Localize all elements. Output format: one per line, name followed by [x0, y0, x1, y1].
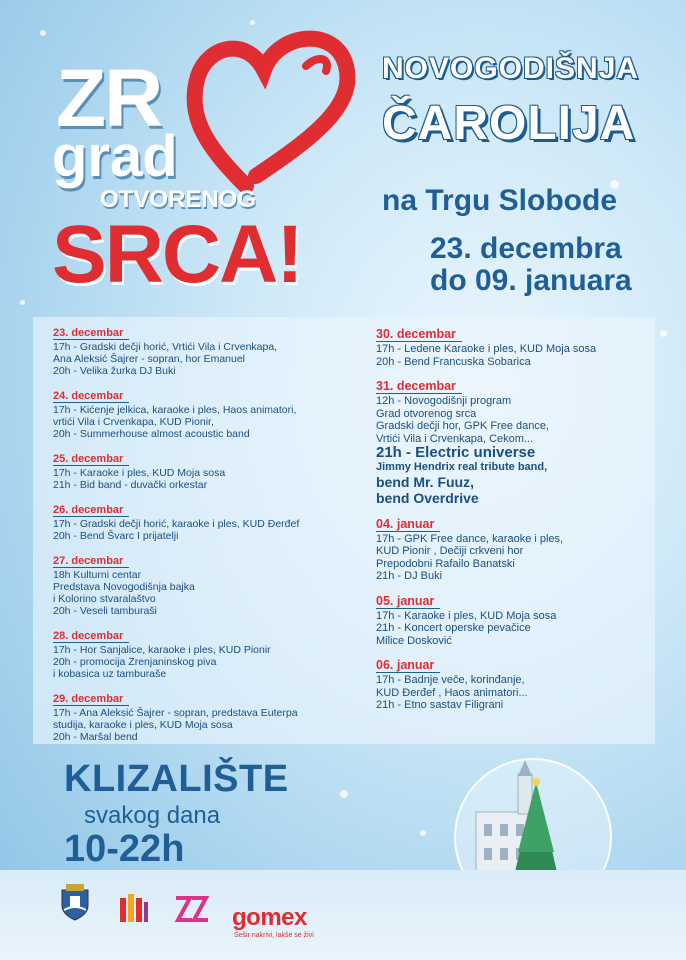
- program-day: [376, 592, 656, 648]
- program-line: Vrtići Vila i Crvenkapa, Cekom...: [376, 432, 534, 445]
- program-line: KUD Đerđef , Haos animatori...: [376, 686, 528, 699]
- logo-otvorenog: OTVORENOG: [100, 186, 257, 213]
- program-column-right: [376, 325, 656, 721]
- title-line1: NOVOGODIŠNJA: [382, 52, 640, 85]
- program-line: 20h - Velika žurka DJ Buki: [53, 365, 176, 377]
- rink-title: KLIZALIŠTE: [64, 758, 289, 800]
- program-day: [53, 386, 363, 440]
- program-line: Jimmy Hendrix real tribute band,: [376, 461, 548, 473]
- rink-hours: 10-22h: [64, 828, 185, 870]
- sparkle: [20, 300, 25, 305]
- day-heading: 23. decembar: [53, 327, 129, 340]
- program-day: [376, 325, 656, 368]
- logo-srca: SRCA!: [52, 209, 302, 300]
- program-line: 21h - DJ Buki: [376, 570, 443, 582]
- program-line: 17h - Ledene Karaoke i ples, KUD Moja sosa: [376, 343, 597, 355]
- program-day: [53, 500, 363, 542]
- program-line: 20h - Bend Švarc I prijatelji: [53, 530, 179, 542]
- sponsor-logo-stripes-icon: [118, 892, 150, 924]
- program-line: 17h - GPK Free dance, karaoke i ples,: [376, 532, 564, 545]
- program-line: 20h - Bend Francuska Sobarica: [376, 355, 531, 368]
- program-line: 20h - Veseli tamburaši: [53, 605, 157, 617]
- day-heading: 28. decembar: [53, 630, 129, 643]
- program-day: [376, 515, 656, 583]
- program-line: 17h - Karaoke i ples, KUD Moja sosa: [376, 609, 557, 622]
- rink-subtitle: svakog dana: [84, 802, 221, 829]
- logo-grad: grad: [52, 124, 178, 189]
- program-line: 17h - Gradski dečji horić, Vrtići Vila i Crvenkapa,: [53, 341, 278, 353]
- program-line: 17h - Hor Sanjalice, karaoke i ples, KUD Pionir: [53, 644, 271, 656]
- heart-logo-icon: [186, 26, 366, 196]
- program-day: [376, 656, 656, 712]
- program-line: 20h - Maršal bend: [53, 731, 138, 743]
- program-day: [53, 323, 363, 377]
- program-line: 21h - Etno sastav Filigrani: [376, 699, 504, 711]
- day-heading: 29. decembar: [53, 693, 129, 706]
- sponsor-bar: [0, 870, 686, 960]
- program-line: Ana Aleksić Šajrer - sopran, hor Emanuel: [53, 353, 246, 365]
- program-line: Prepodobni Rafailo Banatski: [376, 557, 515, 570]
- program-line: 17h - Badnje veče, korinđanje,: [376, 674, 525, 686]
- program-line: i Kolorino stvaralaštvo: [53, 593, 156, 605]
- program-line: 21h - Bid band - duvački orkestar: [53, 479, 208, 491]
- logo-zr: ZR: [56, 53, 162, 144]
- sparkle: [340, 790, 348, 798]
- day-heading: 25. decembar: [53, 453, 129, 466]
- day-heading: 31. decembar: [376, 379, 462, 394]
- program-line: 21h - Koncert operske pevačice: [376, 622, 531, 634]
- sponsor-logo-zz-icon: [174, 894, 210, 924]
- program-line: 17h - Kićenje jelkica, karaoke i ples, Haos animatori,: [53, 404, 297, 416]
- day-heading: 06. januar: [376, 658, 440, 673]
- sparkle: [40, 30, 46, 36]
- sparkle: [420, 830, 426, 836]
- day-heading: 30. decembar: [376, 327, 462, 342]
- headline-act: 21h - Electric universe: [376, 444, 536, 461]
- program-line: 20h - Summerhouse almost acoustic band: [53, 428, 250, 440]
- sparkle: [660, 330, 667, 337]
- city-coat-of-arms-icon: [60, 884, 90, 922]
- program-line: studija, karaoke i ples, KUD Moja sosa: [53, 719, 233, 731]
- program-line: 17h - Ana Aleksić Šajrer - sopran, predstava Euterpa: [53, 707, 298, 719]
- program-line: vrtići Vila i Crvenkapa, KUD Pionir,: [53, 416, 214, 428]
- day-heading: 04. januar: [376, 517, 440, 532]
- program-day: [53, 626, 363, 680]
- event-dates-start: 23. decembra: [430, 232, 622, 265]
- program-column-left: [53, 323, 363, 752]
- program-line: 17h - Gradski dečji horić, karaoke i ples, KUD Đerđef: [53, 518, 300, 530]
- program-day: [53, 551, 363, 617]
- program-line: 20h - promocija Zrenjaninskog piva: [53, 656, 217, 668]
- program-day: [53, 689, 363, 743]
- day-heading: 26. decembar: [53, 504, 129, 517]
- program-day: [376, 377, 656, 506]
- program-line: i kobasica uz tamburaše: [53, 668, 167, 680]
- event-dates-end: do 09. januara: [430, 264, 632, 297]
- program-line: 17h - Karaoke i ples, KUD Moja sosa: [53, 467, 226, 479]
- program-line: Predstava Novogodišnja bajka: [53, 581, 195, 593]
- program-line: 12h - Novogodišnji program: [376, 395, 512, 407]
- event-place: na Trgu Slobode: [382, 184, 618, 217]
- day-heading: 27. decembar: [53, 555, 129, 568]
- headline-act: bend Overdrive: [376, 489, 479, 506]
- program-panel: [33, 317, 655, 744]
- sparkle: [250, 20, 255, 25]
- program-line: 18h Kulturni centar: [53, 569, 142, 581]
- program-line: Grad otvorenog srca: [376, 407, 477, 420]
- program-line: Milice Dosković: [376, 634, 452, 647]
- sponsor-gomex-logo: gomex: [232, 904, 307, 931]
- program-line: Gradski dečji hor, GPK Free dance,: [376, 420, 550, 432]
- program-line: KUD Pionir , Dečiji crkveni hor: [376, 545, 524, 557]
- sponsor-gomex-tagline: Šešir nakrivi, lakše se živi: [234, 932, 314, 939]
- day-heading: 05. januar: [376, 594, 440, 609]
- headline-act: bend Mr. Fuuz,: [376, 473, 474, 490]
- day-heading: 24. decembar: [53, 390, 129, 403]
- title-line2: ČAROLIJA: [382, 97, 636, 150]
- program-day: [53, 449, 363, 491]
